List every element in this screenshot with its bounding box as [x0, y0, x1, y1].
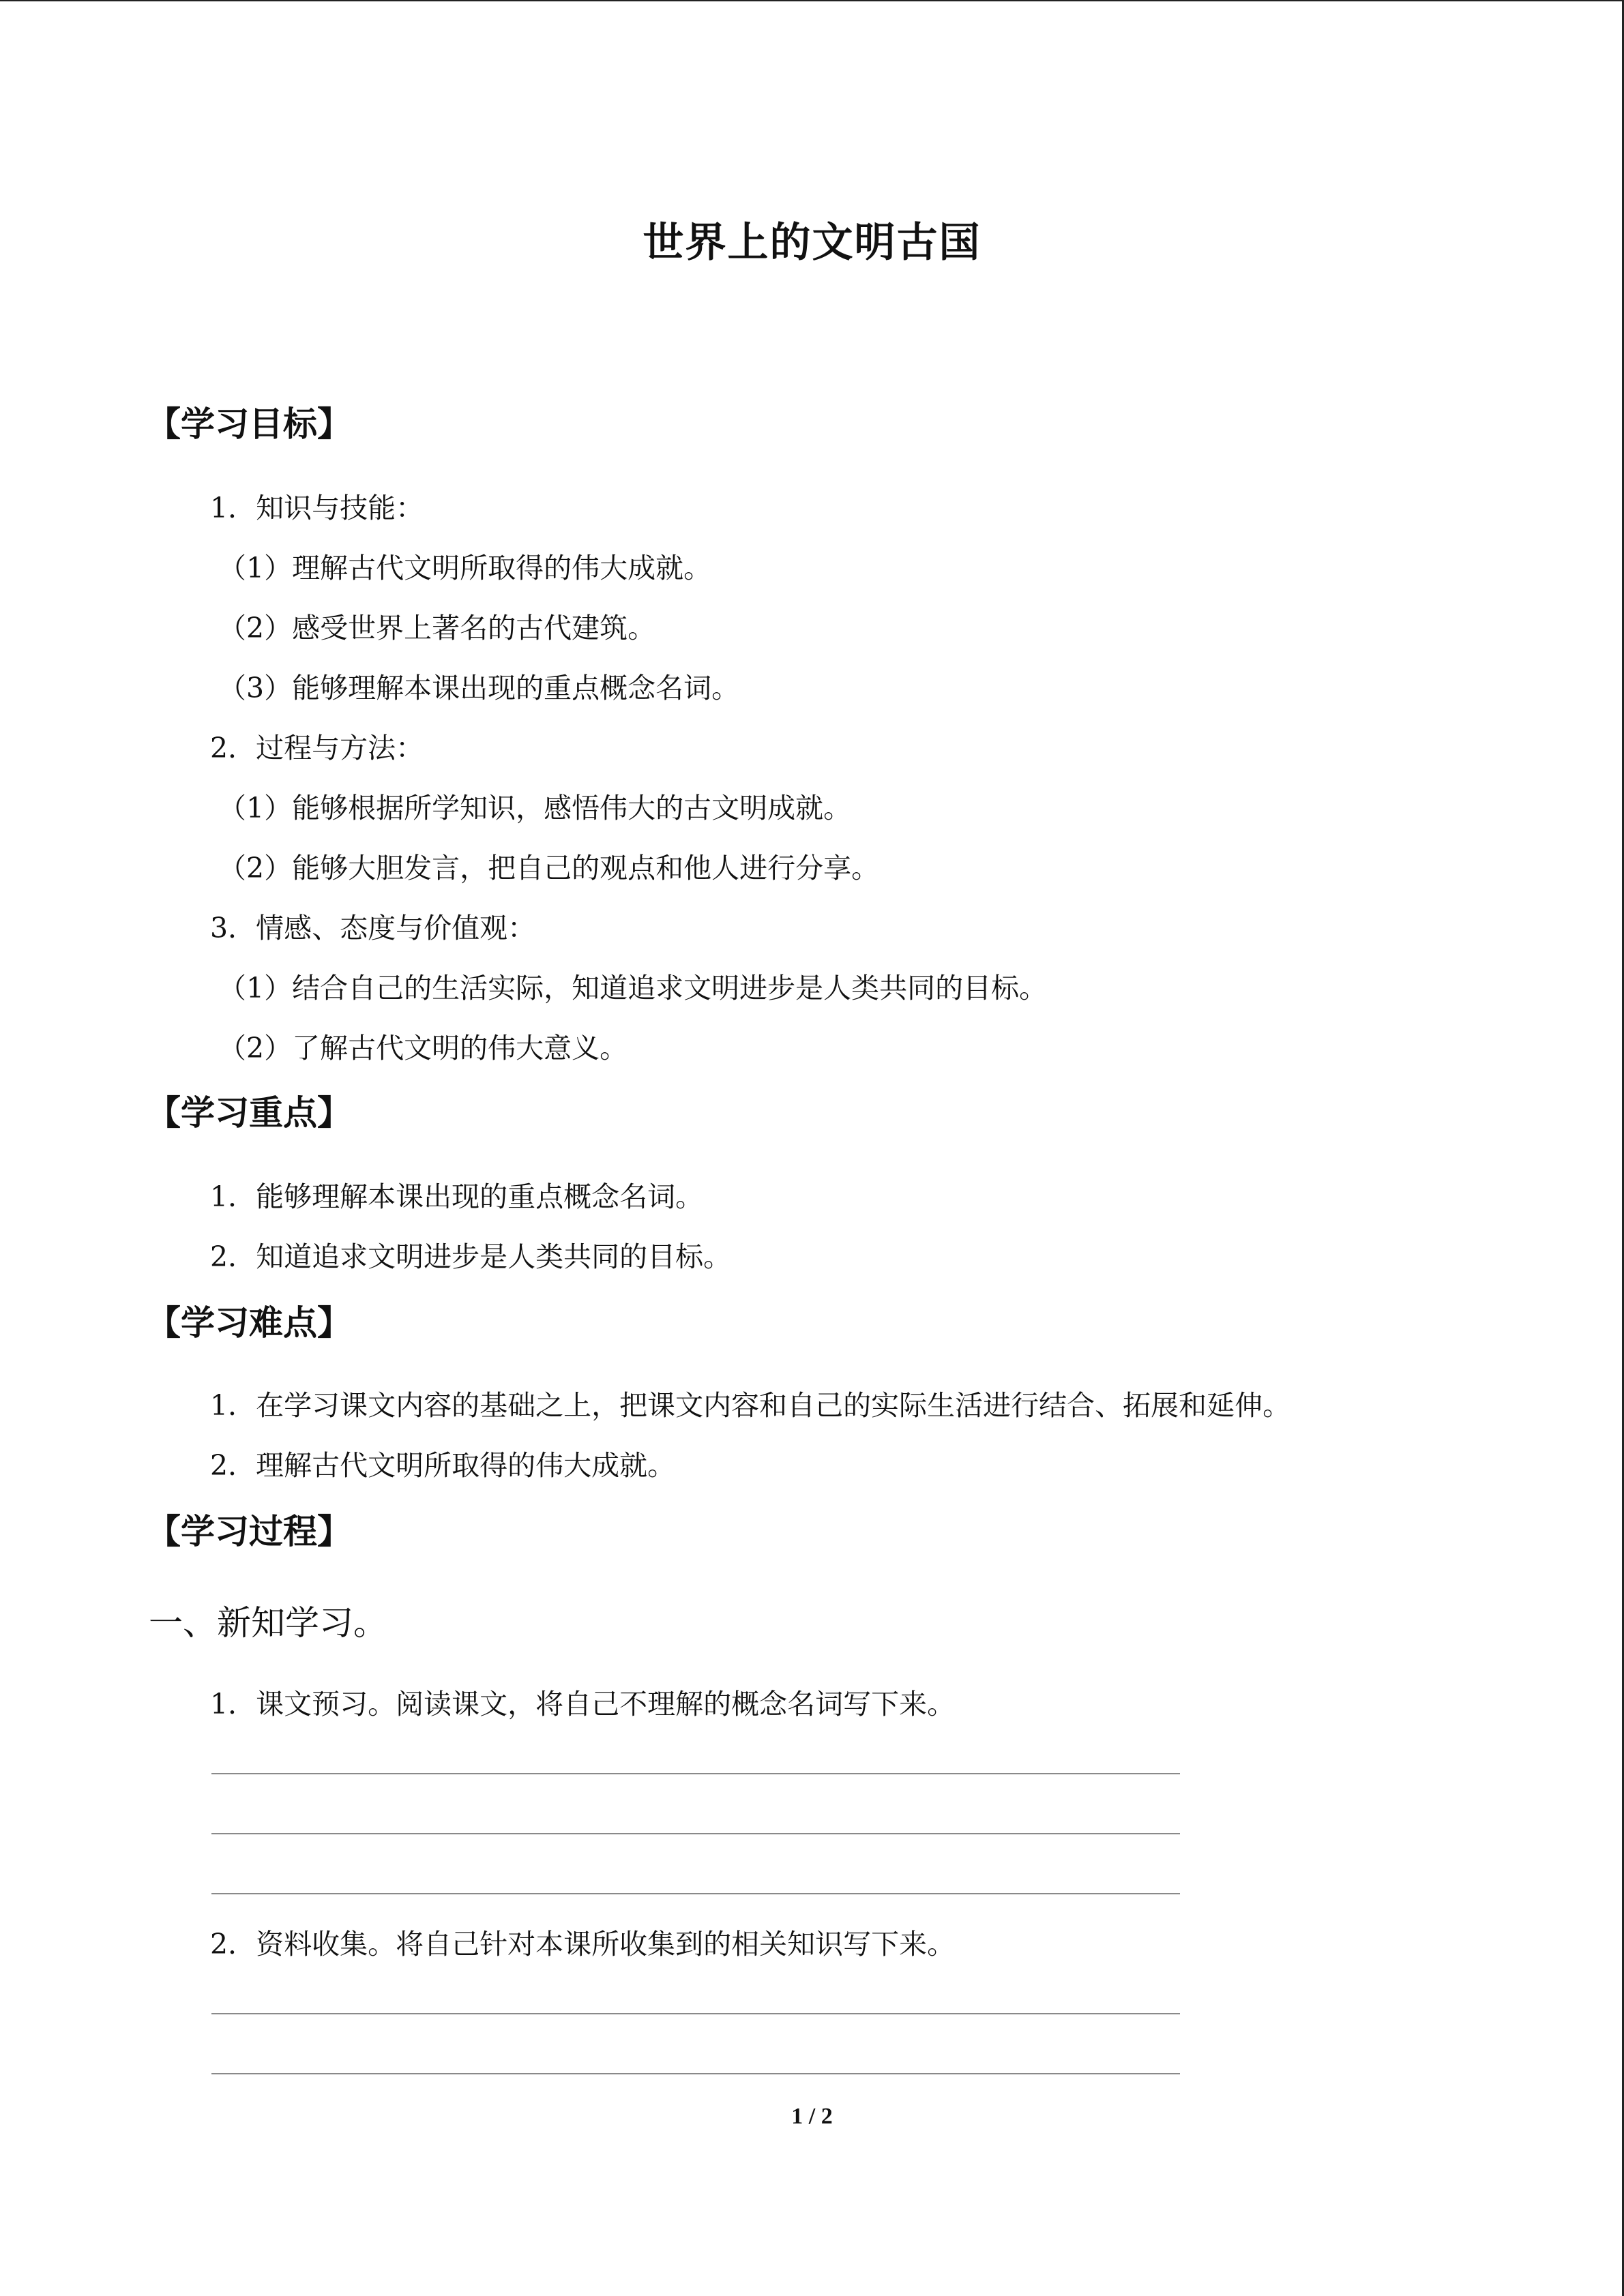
difficulty-item: 2．理解古代文明所取得的伟大成就。	[210, 1449, 676, 1482]
answer-line	[211, 1833, 1180, 1834]
goal-item: （1）结合自己的生活实际，知道追求文明进步是人类共同的目标。	[218, 972, 1048, 1004]
difficulty-item: 1．在学习课文内容的基础之上，把课文内容和自己的实际生活进行结合、拓展和延伸。	[210, 1389, 1291, 1422]
goal-item: （1）能够根据所学知识，感悟伟大的古文明成就。	[218, 792, 852, 824]
page-number: 1 / 2	[791, 2104, 833, 2129]
goal-item: 2．过程与方法：	[210, 732, 424, 764]
answer-line	[211, 2013, 1180, 2014]
process-heading: 【学习过程】	[147, 1512, 351, 1551]
task-1-text: 1．课文预习。阅读课文，将自己不理解的概念名词写下来。	[210, 1688, 956, 1720]
goal-item: （3）能够理解本课出现的重点概念名词。	[218, 672, 740, 704]
answer-line	[211, 1773, 1180, 1774]
key-points-heading: 【学习重点】	[147, 1093, 351, 1133]
page-border-top	[0, 0, 1624, 1]
task-2-text: 2．资料收集。将自己针对本课所收集到的相关知识写下来。	[210, 1928, 956, 1960]
answer-line	[211, 2073, 1180, 2074]
goals-heading: 【学习目标】	[147, 404, 351, 444]
goal-item: （2）感受世界上著名的古代建筑。	[218, 612, 656, 644]
goal-item: （1）理解古代文明所取得的伟大成就。	[218, 552, 712, 584]
section-title: 一、新知学习。	[149, 1603, 387, 1643]
goal-item: （2）能够大胆发言，把自己的观点和他人进行分享。	[218, 852, 880, 884]
goal-item: （2）了解古代文明的伟大意义。	[218, 1032, 628, 1064]
page-title: 世界上的文明古国	[643, 219, 981, 267]
answer-line	[211, 1893, 1180, 1894]
goal-item: 3．情感、态度与价值观：	[210, 912, 536, 944]
key-point-item: 2．知道追求文明进步是人类共同的目标。	[210, 1240, 732, 1273]
key-point-item: 1．能够理解本课出现的重点概念名词。	[210, 1180, 704, 1213]
difficulties-heading: 【学习难点】	[147, 1303, 351, 1343]
goal-item: 1．知识与技能：	[210, 492, 424, 524]
